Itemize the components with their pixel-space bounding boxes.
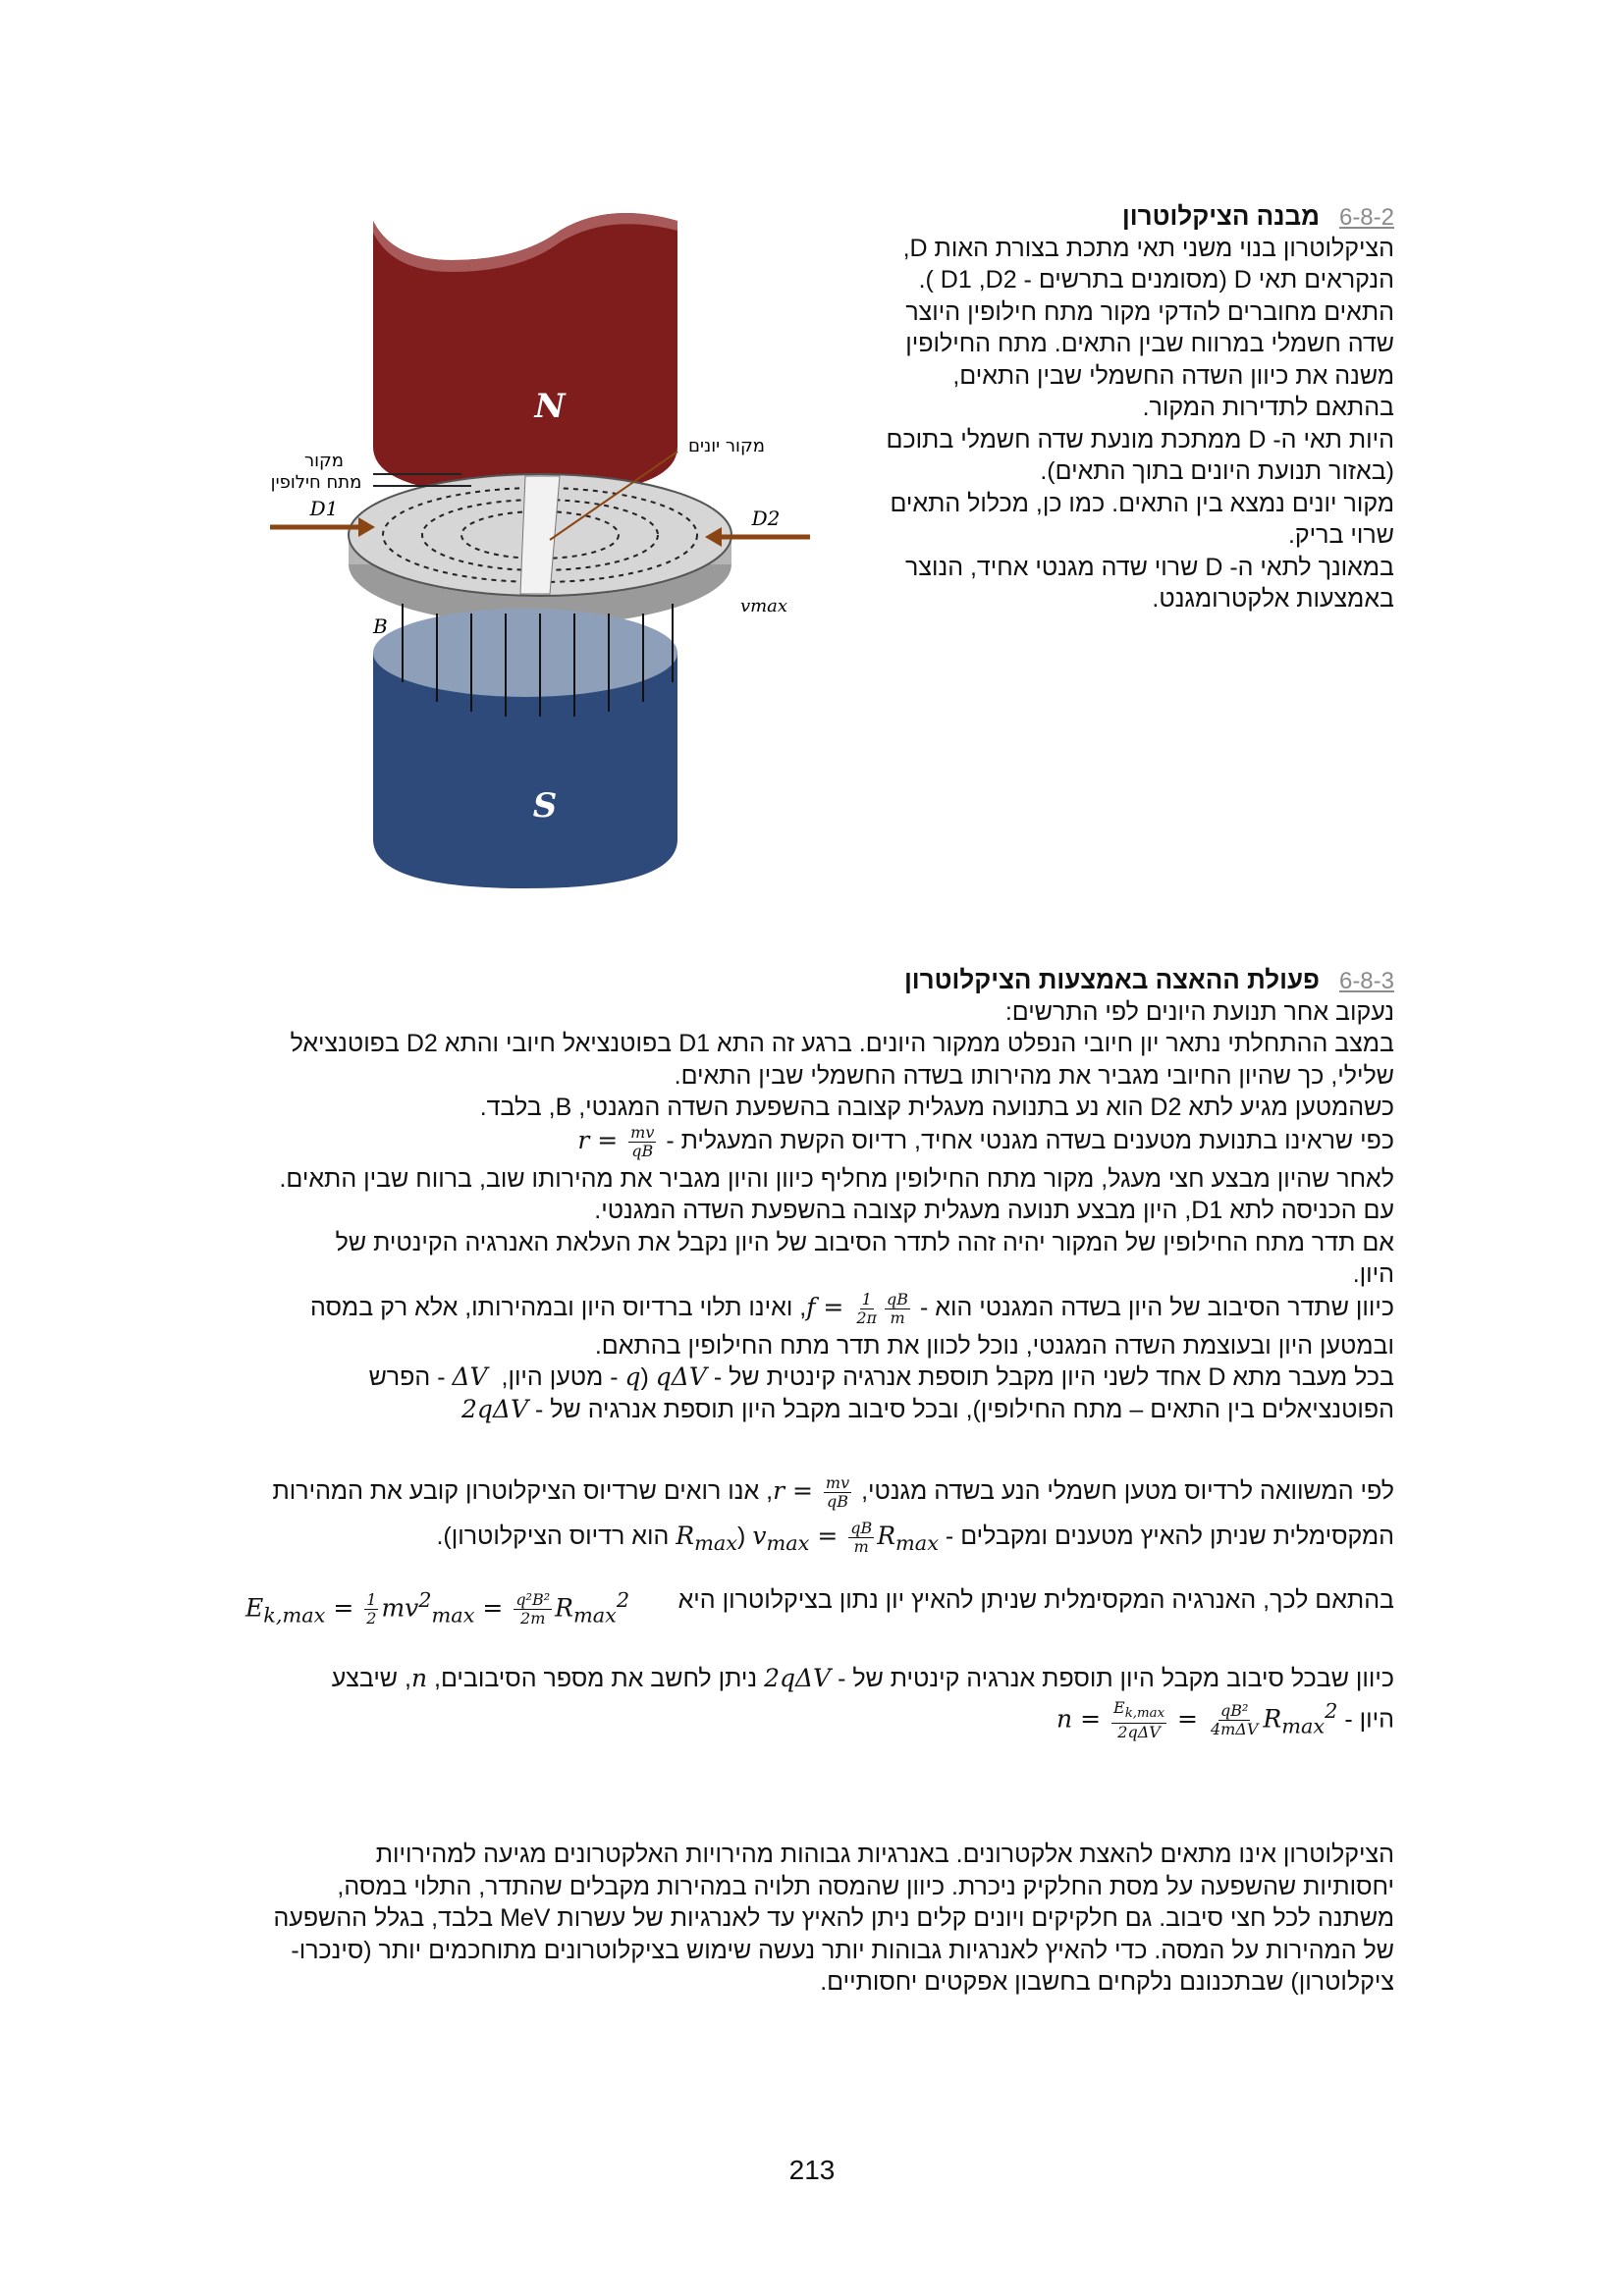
- paragraph-line: שדה חשמלי במרווח שבין התאים. מתח החילופין: [905, 330, 1394, 357]
- section-relativity: [245, 1839, 1394, 1999]
- radius-formula: r = $\frac{mv}{qB}$: [577, 1122, 655, 1160]
- energy-text: בכל מעבר מתא D אחד לשני היון מקבל תוספת אנרגיה קינטית של -: [713, 1363, 1394, 1391]
- paragraph-line: אם תדר מתח החילופין של המקור יהיה זהה לתדר הסיבוב של היון נקבל את העלאת האנרגיה הקינטית של: [335, 1228, 1394, 1256]
- paragraph-line: ציקלוטרון) שבתכנונם נלקחים בחשבון אפקטים יחסותיים.: [820, 1968, 1394, 1996]
- south-label: S: [532, 786, 558, 826]
- potential-text-2: הפוטנציאלים בין התאים – מתח החילופין), ובכל סיבוב מקבל היון תוספת אנרגיה של -: [535, 1395, 1394, 1423]
- vmax-formula: $v_{max}$ = $\frac{qB}{m}$ $R_{max}$: [752, 1519, 939, 1556]
- vmax-label: vmax: [739, 596, 788, 616]
- frequency-text-2: , ואינו תלוי ברדיוס היון ובמהירותו, אלא רק במסה: [310, 1293, 807, 1321]
- paragraph-line: במאונך לתאי ה- D שרוי שדה מגנטי אחיד, הנוצר: [905, 553, 1394, 581]
- paragraph-line: [245, 1394, 1394, 1426]
- section-number[interactable]: 6-8-2: [1338, 204, 1394, 231]
- charge-text: - מטען היון,: [501, 1363, 619, 1391]
- frequency-formula: f = $\frac{1}{2\pi}$ $\frac{qB}{m}$: [806, 1289, 909, 1327]
- paragraph-line: ובמטען היון ובעוצמת השדה המגנטי, נוכל לכוון את תדר מתח החילופין בהתאם.: [594, 1331, 1394, 1360]
- paragraph-line: באמצעות אלקטרומגנט.: [1152, 585, 1394, 613]
- section-acceleration: [245, 964, 1394, 1425]
- paragraph-line: מקור יונים נמצא בין התאים. כמו כן, מכלול התאים: [890, 489, 1394, 517]
- frequency-text: כיוון שתדר הסיבוב של היון בשדה המגנטי הוא -: [919, 1293, 1394, 1321]
- section-heading: [854, 200, 1394, 233]
- section-max-energy: [245, 1474, 1394, 1740]
- paragraph-line: [245, 1124, 1394, 1163]
- paragraph-line: שרוי בריק.: [1287, 521, 1394, 549]
- paragraph-line: במצב ההתחלתי נתאר יון חיובי הנפלט ממקור היונים. ברגע זה התא D1 בפוטנציאל חיובי והתא D2 בפוטנציאל: [290, 1030, 1394, 1057]
- paragraph-line: הציקלוטרון בנוי משני תאי מתכת בצורת האות D,: [902, 234, 1394, 262]
- paragraph-line: היון.: [1352, 1260, 1394, 1288]
- section-title: מבנה הציקלוטרון: [1121, 201, 1320, 231]
- energy-per-cycle-2: 2qΔV: [764, 1664, 832, 1692]
- cycles-formula: n = $\frac{E_{k,max}}{\text{2qΔV}}$ = $\frac{\text{qB²}}{\text{4mΔV}}$ $R_{max}^2$: [1056, 1697, 1338, 1741]
- paragraph-line: של המהירות על המסה. כדי להאיץ לאנרגיות גבוהות יותר נעשה שימוש בציקלוטרונים מתוחכמים יותר (סינכרו-: [291, 1936, 1394, 1964]
- paragraph-line: [245, 1584, 1394, 1633]
- cycles-text: כיוון שבכל סיבוב מקבל היון תוספת אנרגיה קינטית של -: [838, 1665, 1394, 1692]
- d2-label: D2: [751, 507, 781, 530]
- north-label: N: [534, 387, 566, 426]
- paragraph-line: כיוון שבכל סיבוב מקבל היון תוספת אנרגיה קינטית של - 2qΔV ניתן לחשב את מספר הסיבובים, n, שיבצע: [245, 1663, 1394, 1695]
- paragraph-line: בכל מעבר מתא D אחד לשני היון מקבל תוספת אנרגיה קינטית של - qΔV (q - מטען היון, ΔV - הפרש: [245, 1362, 1394, 1394]
- source-label: מקור: [303, 451, 345, 471]
- cycles-text-3: , שיבצע: [331, 1665, 411, 1692]
- ekmax-text: בהתאם לכך, האנרגיה המקסימלית שניתן להאיץ יון נתון בציקלוטרון היא: [677, 1586, 1394, 1614]
- paragraph-line: הציקלוטרון אינו מתאים להאצת אלקטרונים. באנרגיות גבוהות מהירויות האלקטרונים מגיעה למהירויות: [375, 1841, 1394, 1868]
- section-title: פעולת ההאצה באמצעות הציקלוטרון: [903, 965, 1320, 994]
- paragraph-line: יחסותיות שהשפעה על מסת החלקיק ניכרת. כיוון שהמסה תלויה במהירות מקבלים שהתדר, התלוי במסה,: [337, 1872, 1394, 1900]
- energy-per-cycle: 2qΔV: [461, 1394, 529, 1423]
- paragraph-line: היות תאי ה- D ממתכת מונעת שדה חשמלי בתוכם: [886, 425, 1394, 454]
- paragraph-line: המקסימלית שניתן להאיץ מטענים ומקבלים - $v_{max}$ = $\frac{qB}{m}$ $R_{max}$ ($R_{max}$ הוא רדיוס הציקלוטרון).: [245, 1520, 1394, 1565]
- radius-text-2: , אנו רואים שרדיוס הציקלוטרון קובע את המהירות: [272, 1477, 774, 1505]
- paragraph-line: הנקראים תאי D (מסומנים בתרשים - D1 ,D2 ).: [918, 266, 1394, 294]
- paragraph-line: עם הכניסה לתא D1, היון מבצע תנועה מעגלית קצובה בהשפעת השדה המגנטי.: [594, 1197, 1394, 1224]
- paragraph-line: משנה את כיוון השדה החשמלי שבין התאים,: [952, 361, 1394, 390]
- paragraph-line: לאחר שהיון מבצע חצי מעגל, מקור מתח החילופין מחליף כיוון והיון מגביר את מהירותו שוב, ברווח שבין התאים.: [279, 1164, 1394, 1193]
- cycles-text-2: ניתן לחשב את מספר הסיבובים,: [434, 1665, 758, 1692]
- ekmax-formula: $E_{k,max}$ = $\frac{1}{2}$ $mv^2_{max}$ = $\frac{\text{q²B²}}{2m}$ $R_{max}^2$: [245, 1588, 630, 1629]
- paragraph-line: כשהמטען מגיע לתא D2 הוא נע בתנועה מעגלית קצובה בהשפעת השדה המגנטי, B, בלבד.: [479, 1094, 1394, 1121]
- south-magnet-top: [373, 609, 677, 697]
- vmax-text-2: הוא רדיוס הציקלוטרון).: [436, 1522, 670, 1550]
- paragraph-line: [245, 1291, 1394, 1330]
- paragraph-line: משתנה לכל חצי סיבוב. גם חלקיקים ויונים קלים ניתן להאיץ עד לאנרגיות של עשרות MeV בלבד, בגלל ההשפעה: [273, 1904, 1394, 1932]
- radius-text: לפי המשוואה לרדיוס מטען חשמלי הנע בשדה מגנטי,: [861, 1477, 1394, 1505]
- radius-formula-2: r = $\frac{mv}{qB}$: [773, 1473, 850, 1511]
- d1-label: D1: [309, 497, 339, 520]
- ion-source-label: מקור יונים: [688, 436, 765, 456]
- source-label-2: מתח חילופין: [270, 472, 362, 493]
- paragraph-line: שלילי, כך שהיון החיובי מגביר את מהירותו בשדה החשמלי שבין התאים.: [674, 1061, 1394, 1090]
- radius-text: כפי שראינו בתנועת מטענים בשדה מגנטי אחיד, רדיוס הקשת המעגלית -: [666, 1126, 1394, 1154]
- paragraph-line: (באזור תנועת היונים בתוך התאים).: [1040, 457, 1394, 485]
- paragraph-line: התאים מחוברים להדקי מקור מתח חילופין היוצר: [905, 297, 1394, 326]
- cycles-text-4: היון -: [1344, 1704, 1394, 1733]
- b-field-label: B: [373, 614, 388, 638]
- section-structure: [854, 200, 1394, 615]
- section-heading: [245, 964, 1394, 996]
- page-number: 213: [788, 2155, 836, 2185]
- potential-text: - הפרש: [368, 1363, 446, 1391]
- paragraph-line: [245, 1474, 1394, 1520]
- vmax-text: המקסימלית שניתן להאיץ מטענים ומקבלים -: [945, 1522, 1394, 1550]
- cyclotron-figure: [265, 201, 815, 888]
- paragraph-line: בהתאם לתדירות המקור.: [1142, 394, 1394, 421]
- paragraph-line: [245, 1695, 1394, 1740]
- section-number[interactable]: 6-8-3: [1338, 968, 1394, 994]
- paragraph-line: נעקוב אחר תנועת היונים לפי התרשים:: [1004, 997, 1394, 1026]
- energy-formula: qΔV: [655, 1362, 707, 1391]
